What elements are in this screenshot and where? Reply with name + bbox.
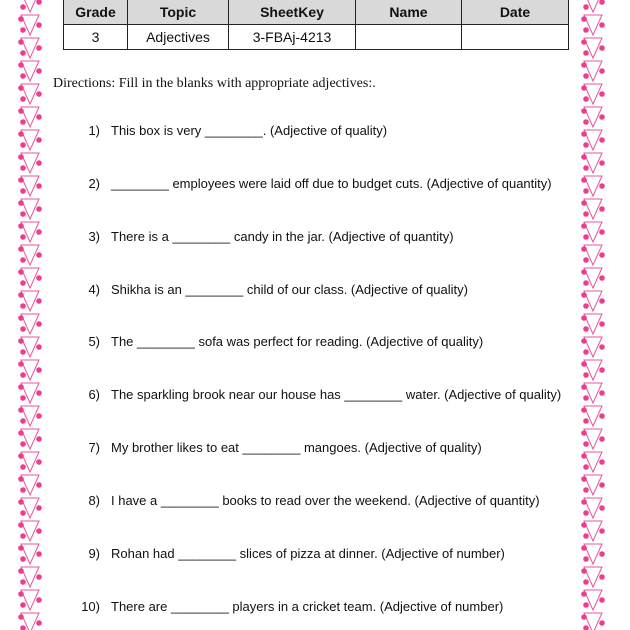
question-item — [76, 334, 483, 352]
border-dot — [599, 551, 605, 557]
question-item — [76, 387, 561, 405]
border-dot — [18, 200, 24, 206]
border-dot — [20, 510, 26, 516]
question-number: 5) — [88, 334, 100, 349]
border-dot — [36, 137, 42, 143]
border-dot — [36, 160, 42, 166]
border-dot — [581, 545, 587, 551]
border-dot — [36, 459, 42, 465]
border-dot — [36, 298, 42, 304]
border-dot — [581, 177, 587, 183]
border-dot — [18, 39, 24, 45]
border-dot — [599, 45, 605, 51]
decorative-border-left — [18, 0, 42, 630]
border-dot — [599, 229, 605, 235]
border-dot — [20, 96, 26, 102]
border-dot — [20, 4, 26, 10]
border-dot — [20, 303, 26, 309]
border-dot — [20, 280, 26, 286]
border-dot — [36, 436, 42, 442]
border-dot — [18, 614, 24, 620]
border-dot — [599, 321, 605, 327]
border-dot — [20, 349, 26, 355]
border-dot — [18, 384, 24, 390]
topic-value: Adjectives — [128, 25, 229, 50]
border-pattern — [581, 0, 605, 630]
border-dot — [599, 528, 605, 534]
border-dot — [581, 292, 587, 298]
question-number: 10) — [81, 599, 100, 614]
border-dot — [599, 436, 605, 442]
border-dot — [599, 275, 605, 281]
border-pattern — [18, 0, 42, 630]
question-item — [76, 282, 468, 300]
border-dot — [36, 413, 42, 419]
border-dot — [581, 62, 587, 68]
border-dot — [581, 16, 587, 22]
question-number: 8) — [88, 493, 100, 508]
question-number: 6) — [88, 387, 100, 402]
border-dot — [583, 418, 589, 424]
question-item — [76, 229, 454, 247]
border-dot — [599, 114, 605, 120]
border-dot — [36, 482, 42, 488]
border-dot — [20, 50, 26, 56]
border-dot — [581, 614, 587, 620]
question-item — [76, 440, 482, 458]
border-dot — [18, 246, 24, 252]
border-dot — [18, 361, 24, 367]
question-text: There are ________ players in a cricket team. (Adjective of number) — [111, 599, 504, 614]
border-dot — [36, 505, 42, 511]
border-dot — [20, 556, 26, 562]
border-dot — [583, 165, 589, 171]
border-dot — [36, 390, 42, 396]
border-dot — [20, 533, 26, 539]
border-dot — [583, 372, 589, 378]
border-dot — [36, 574, 42, 580]
question-item — [76, 123, 387, 141]
border-dot — [20, 441, 26, 447]
border-dot — [599, 68, 605, 74]
border-dot — [581, 453, 587, 459]
border-dot — [36, 45, 42, 51]
border-dot — [18, 545, 24, 551]
border-dot — [583, 602, 589, 608]
border-dot — [20, 625, 26, 630]
border-dot — [20, 211, 26, 217]
border-dot — [581, 522, 587, 528]
border-dot — [583, 27, 589, 33]
border-dot — [20, 27, 26, 33]
border-dot — [18, 591, 24, 597]
border-dot — [18, 338, 24, 344]
border-dot — [18, 407, 24, 413]
border-dot — [36, 252, 42, 258]
border-dot — [599, 298, 605, 304]
sheetkey-value: 3-FBAj-4213 — [229, 25, 356, 50]
border-dot — [581, 499, 587, 505]
border-dot — [18, 223, 24, 229]
border-dot — [36, 275, 42, 281]
question-number: 3) — [88, 229, 100, 244]
border-dot — [599, 160, 605, 166]
question-text: The ________ sofa was perfect for reading. (Adjective of quality) — [111, 334, 484, 349]
border-dot — [36, 367, 42, 373]
border-dot — [20, 73, 26, 79]
border-dot — [583, 234, 589, 240]
border-dot — [599, 22, 605, 28]
border-dot — [18, 522, 24, 528]
border-dot — [583, 556, 589, 562]
border-dot — [599, 413, 605, 419]
border-dot — [583, 625, 589, 630]
name-field[interactable] — [356, 25, 462, 50]
grade-header: Grade — [64, 0, 128, 25]
border-dot — [583, 349, 589, 355]
border-dot — [36, 206, 42, 212]
border-dot — [581, 338, 587, 344]
border-dot — [583, 303, 589, 309]
border-dot — [581, 154, 587, 160]
border-dot — [599, 390, 605, 396]
border-dot — [20, 326, 26, 332]
border-dot — [581, 430, 587, 436]
border-dot — [583, 73, 589, 79]
question-number: 4) — [88, 282, 100, 297]
border-dot — [599, 252, 605, 258]
question-number: 2) — [88, 176, 100, 191]
border-dot — [583, 487, 589, 493]
date-header: Date — [462, 0, 569, 25]
decorative-border-right — [581, 0, 605, 630]
question-text: I have a ________ books to read over the weekend. (Adjective of quantity) — [111, 493, 540, 508]
border-dot — [581, 39, 587, 45]
border-dot — [36, 183, 42, 189]
border-dot — [18, 131, 24, 137]
border-dot — [20, 464, 26, 470]
border-dot — [36, 344, 42, 350]
border-dot — [20, 119, 26, 125]
border-dot — [18, 177, 24, 183]
border-dot — [583, 280, 589, 286]
border-dot — [583, 142, 589, 148]
border-dot — [599, 206, 605, 212]
border-dot — [599, 183, 605, 189]
question-text: The sparkling brook near our house has ________ water. (Adjective of quality) — [111, 387, 562, 402]
border-dot — [581, 85, 587, 91]
border-dot — [36, 321, 42, 327]
border-dot — [36, 0, 42, 5]
border-dot — [581, 269, 587, 275]
border-dot — [583, 533, 589, 539]
border-dot — [599, 459, 605, 465]
border-dot — [36, 551, 42, 557]
border-dot — [581, 200, 587, 206]
border-dot — [583, 326, 589, 332]
sheetkey-header: SheetKey — [229, 0, 356, 25]
border-dot — [581, 361, 587, 367]
border-dot — [599, 505, 605, 511]
border-dot — [583, 579, 589, 585]
date-field[interactable] — [462, 25, 569, 50]
border-dot — [581, 384, 587, 390]
border-dot — [599, 367, 605, 373]
border-dot — [599, 137, 605, 143]
question-item — [76, 493, 540, 511]
border-dot — [18, 430, 24, 436]
border-dot — [583, 395, 589, 401]
border-dot — [20, 418, 26, 424]
border-dot — [36, 91, 42, 97]
border-dot — [599, 344, 605, 350]
border-dot — [20, 487, 26, 493]
question-item — [76, 546, 505, 564]
border-dot — [583, 211, 589, 217]
border-dot — [18, 453, 24, 459]
border-dot — [20, 165, 26, 171]
info-header-row — [64, 0, 569, 25]
border-dot — [581, 223, 587, 229]
border-dot — [581, 315, 587, 321]
question-number: 1) — [88, 123, 100, 138]
border-dot — [599, 597, 605, 603]
border-dot — [583, 510, 589, 516]
border-dot — [583, 119, 589, 125]
border-dot — [583, 464, 589, 470]
info-value-row — [64, 25, 569, 50]
border-dot — [20, 188, 26, 194]
border-dot — [583, 50, 589, 56]
border-dot — [599, 0, 605, 5]
border-dot — [599, 620, 605, 626]
border-dot — [18, 568, 24, 574]
border-dot — [599, 482, 605, 488]
name-header: Name — [356, 0, 462, 25]
border-dot — [36, 528, 42, 534]
border-dot — [581, 108, 587, 114]
border-dot — [18, 499, 24, 505]
border-dot — [20, 142, 26, 148]
question-item — [76, 176, 552, 194]
border-dot — [583, 96, 589, 102]
border-dot — [36, 22, 42, 28]
border-dot — [36, 597, 42, 603]
border-dot — [583, 257, 589, 263]
border-dot — [18, 108, 24, 114]
border-dot — [18, 62, 24, 68]
border-dot — [583, 4, 589, 10]
border-dot — [581, 591, 587, 597]
border-dot — [20, 372, 26, 378]
border-dot — [581, 246, 587, 252]
border-dot — [581, 407, 587, 413]
border-dot — [18, 154, 24, 160]
border-dot — [20, 602, 26, 608]
question-number: 9) — [88, 546, 100, 561]
border-dot — [20, 257, 26, 263]
border-dot — [36, 114, 42, 120]
border-dot — [20, 395, 26, 401]
border-dot — [36, 68, 42, 74]
border-dot — [18, 476, 24, 482]
question-text: Shikha is an ________ child of our class. (Adjective of quality) — [111, 282, 468, 297]
question-item — [76, 599, 503, 617]
border-dot — [581, 568, 587, 574]
border-dot — [20, 234, 26, 240]
border-dot — [20, 579, 26, 585]
question-text: ________ employees were laid off due to budget cuts. (Adjective of quantity) — [111, 176, 552, 191]
question-number: 7) — [88, 440, 100, 455]
topic-header: Topic — [128, 0, 229, 25]
border-dot — [36, 229, 42, 235]
border-dot — [599, 91, 605, 97]
border-dot — [18, 269, 24, 275]
border-dot — [581, 131, 587, 137]
directions-text: Directions: Fill in the blanks with appropriate adjectives:. — [53, 76, 376, 91]
border-dot — [36, 620, 42, 626]
question-text: This box is very ________. (Adjective of quality) — [111, 123, 388, 138]
border-dot — [18, 16, 24, 22]
border-dot — [18, 315, 24, 321]
worksheet-info-table — [63, 0, 569, 50]
border-dot — [583, 188, 589, 194]
border-dot — [18, 292, 24, 298]
border-dot — [583, 441, 589, 447]
question-text: There is a ________ candy in the jar. (Adjective of quantity) — [111, 229, 454, 244]
border-dot — [18, 85, 24, 91]
question-text: Rohan had ________ slices of pizza at dinner. (Adjective of number) — [111, 546, 505, 561]
grade-value: 3 — [64, 25, 128, 50]
question-text: My brother likes to eat ________ mangoes. (Adjective of quality) — [111, 440, 482, 455]
border-dot — [581, 476, 587, 482]
border-dot — [599, 574, 605, 580]
